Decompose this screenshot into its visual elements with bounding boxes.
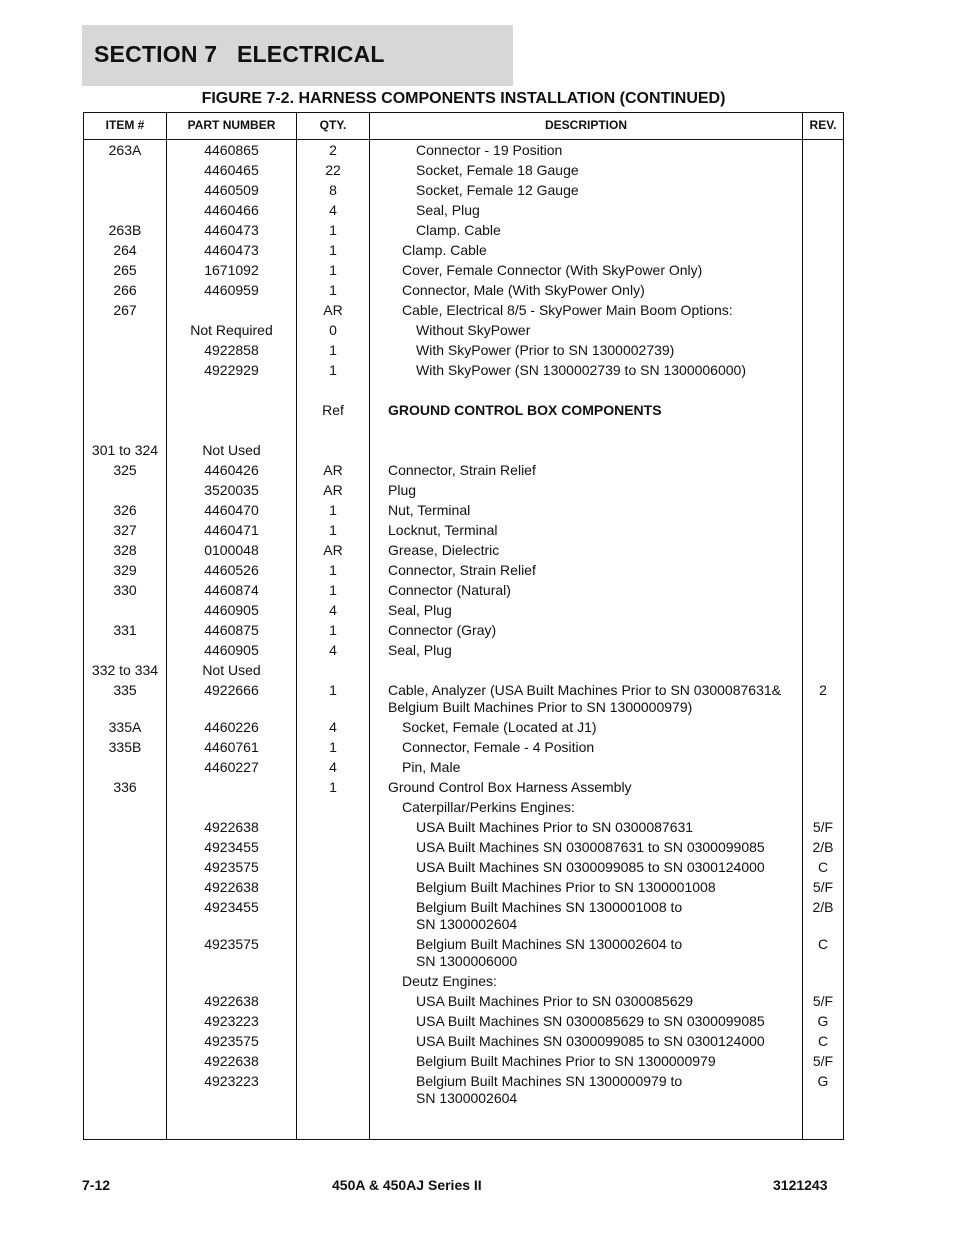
description-line: Connector, Male (With SkyPower Only) bbox=[402, 282, 645, 298]
table-row bbox=[84, 400, 843, 420]
part-number: 4922666 bbox=[204, 682, 259, 698]
table-row bbox=[84, 480, 843, 500]
quantity: AR bbox=[323, 302, 343, 318]
description bbox=[370, 642, 802, 659]
table-row bbox=[84, 180, 843, 200]
part-number: 4922638 bbox=[204, 1053, 259, 1069]
description-line: Seal, Plug bbox=[416, 202, 480, 218]
table-row bbox=[84, 817, 843, 837]
item-number: 335A bbox=[108, 719, 142, 735]
description-line: SN 1300002604 bbox=[416, 916, 518, 932]
description-line: Cable, Analyzer (USA Built Machines Prior to SN 0300087631& bbox=[388, 682, 781, 698]
table-row bbox=[84, 620, 843, 640]
quantity: 1 bbox=[329, 682, 337, 698]
table-row bbox=[84, 837, 843, 857]
description-line: USA Built Machines SN 0300099085 to SN 0300124000 bbox=[416, 859, 765, 875]
description-line: With SkyPower (Prior to SN 1300002739) bbox=[416, 342, 675, 358]
description bbox=[370, 1033, 802, 1050]
quantity: 1 bbox=[329, 562, 337, 578]
description bbox=[370, 262, 802, 279]
table-row bbox=[84, 560, 843, 580]
footer-doc-number: 3121243 bbox=[773, 1177, 828, 1193]
description bbox=[370, 779, 802, 796]
quantity: 1 bbox=[329, 622, 337, 638]
table-row bbox=[84, 280, 843, 300]
description bbox=[370, 1073, 802, 1107]
table-row bbox=[84, 1071, 843, 1108]
part-number: 4922638 bbox=[204, 879, 259, 895]
description-line: USA Built Machines Prior to SN 0300085629 bbox=[416, 993, 694, 1009]
description-line: Seal, Plug bbox=[388, 642, 452, 658]
part-number: 4923575 bbox=[204, 1033, 259, 1049]
table-row bbox=[84, 717, 843, 737]
description-line: Nut, Terminal bbox=[388, 502, 471, 518]
quantity: 1 bbox=[329, 362, 337, 378]
part-number: 4922929 bbox=[204, 362, 259, 378]
quantity: 8 bbox=[329, 182, 337, 198]
quantity: 1 bbox=[329, 739, 337, 755]
revision: 5/F bbox=[812, 1053, 834, 1069]
description-line: Socket, Female (Located at J1) bbox=[402, 719, 597, 735]
header-description: DESCRIPTION bbox=[544, 118, 627, 132]
table-header-row bbox=[84, 113, 843, 140]
item-number: 267 bbox=[113, 302, 137, 318]
part-number: 4460905 bbox=[204, 642, 259, 658]
item-number: 264 bbox=[113, 242, 137, 258]
part-number: 4923455 bbox=[204, 899, 259, 915]
item-number: 326 bbox=[113, 502, 137, 518]
item-number: 335 bbox=[113, 682, 137, 698]
description bbox=[370, 622, 802, 639]
quantity: 1 bbox=[329, 522, 337, 538]
table-row bbox=[84, 737, 843, 757]
description-line: Plug bbox=[388, 482, 417, 498]
description-line: USA Built Machines SN 0300085629 to SN 0300099085 bbox=[416, 1013, 765, 1029]
part-number: 4460865 bbox=[204, 142, 259, 158]
description-line: Cable, Electrical 8/5 - SkyPower Main Boom Options: bbox=[402, 302, 733, 318]
table-row bbox=[84, 680, 843, 717]
quantity: 1 bbox=[329, 262, 337, 278]
quantity: 1 bbox=[329, 222, 337, 238]
description-line: Socket, Female 18 Gauge bbox=[416, 162, 579, 178]
item-number: 263A bbox=[108, 142, 142, 158]
part-number: 4460473 bbox=[204, 222, 259, 238]
description bbox=[370, 739, 802, 756]
description bbox=[370, 522, 802, 539]
description bbox=[370, 362, 802, 379]
description-line: Connector (Natural) bbox=[388, 582, 511, 598]
revision: G bbox=[817, 1013, 829, 1029]
description bbox=[370, 562, 802, 579]
part-number: 1671092 bbox=[204, 262, 259, 278]
description bbox=[370, 799, 802, 816]
table-row bbox=[84, 520, 843, 540]
table-row bbox=[84, 757, 843, 777]
table-row bbox=[84, 540, 843, 560]
part-number: Not Used bbox=[202, 662, 261, 678]
description-line: With SkyPower (SN 1300002739 to SN 1300006000) bbox=[416, 362, 746, 378]
quantity: 22 bbox=[325, 162, 341, 178]
table-row bbox=[84, 240, 843, 260]
part-number: Not Required bbox=[190, 322, 273, 338]
description-line: USA Built Machines SN 0300099085 to SN 0300124000 bbox=[416, 1033, 765, 1049]
description bbox=[370, 242, 802, 259]
description-line: Ground Control Box Harness Assembly bbox=[388, 779, 632, 795]
part-number: 4460509 bbox=[204, 182, 259, 198]
item-number: 328 bbox=[113, 542, 137, 558]
footer-model: 450A & 450AJ Series II bbox=[332, 1177, 482, 1193]
description bbox=[370, 482, 802, 499]
description-line: Cover, Female Connector (With SkyPower Only) bbox=[402, 262, 703, 278]
table-row bbox=[84, 140, 843, 160]
description bbox=[370, 502, 802, 519]
part-number: 4922638 bbox=[204, 819, 259, 835]
description-line: Belgium Built Machines Prior to SN 1300000979 bbox=[416, 1053, 716, 1069]
item-number: 332 to 334 bbox=[91, 662, 159, 678]
revision: 2/B bbox=[812, 839, 834, 855]
table-row bbox=[84, 460, 843, 480]
part-number: 4922858 bbox=[204, 342, 259, 358]
revision: 5/F bbox=[812, 879, 834, 895]
description-line: Connector, Strain Relief bbox=[388, 462, 536, 478]
quantity: AR bbox=[323, 462, 343, 478]
description bbox=[370, 182, 802, 199]
description-line: Connector - 19 Position bbox=[416, 142, 563, 158]
item-number: 325 bbox=[113, 462, 137, 478]
item-number: 329 bbox=[113, 562, 137, 578]
item-number: 301 to 324 bbox=[91, 442, 159, 458]
description bbox=[370, 879, 802, 896]
revision: 5/F bbox=[812, 819, 834, 835]
revision: 2 bbox=[819, 682, 827, 698]
table-row bbox=[84, 971, 843, 991]
table-row bbox=[84, 777, 843, 797]
table-row bbox=[84, 897, 843, 934]
quantity: 1 bbox=[329, 282, 337, 298]
description bbox=[370, 202, 802, 219]
part-number: 4460227 bbox=[204, 759, 259, 775]
description bbox=[370, 1013, 802, 1030]
description-line: SN 1300006000 bbox=[416, 953, 518, 969]
parts-table bbox=[83, 112, 844, 1140]
item-number: 335B bbox=[108, 739, 142, 755]
description bbox=[370, 682, 802, 716]
quantity: 0 bbox=[329, 322, 337, 338]
part-number: 4460471 bbox=[204, 522, 259, 538]
description bbox=[370, 162, 802, 179]
table-row bbox=[84, 440, 843, 460]
table-row bbox=[84, 160, 843, 180]
description bbox=[370, 899, 802, 933]
part-number: 0100048 bbox=[204, 542, 259, 558]
description-line: Connector (Gray) bbox=[388, 622, 497, 638]
part-number: 4460473 bbox=[204, 242, 259, 258]
table-row bbox=[84, 220, 843, 240]
revision: C bbox=[817, 859, 829, 875]
part-number: 4460226 bbox=[204, 719, 259, 735]
quantity: 1 bbox=[329, 502, 337, 518]
quantity: 4 bbox=[329, 202, 337, 218]
part-number: 4923575 bbox=[204, 936, 259, 952]
quantity: 1 bbox=[329, 779, 337, 795]
table-row bbox=[84, 420, 843, 440]
footer-page-number: 7-12 bbox=[82, 1177, 111, 1193]
header-item: ITEM # bbox=[105, 118, 145, 132]
description-line: Grease, Dielectric bbox=[388, 542, 500, 558]
description-line: USA Built Machines SN 0300087631 to SN 0300099085 bbox=[416, 839, 765, 855]
table-row bbox=[84, 1011, 843, 1031]
figure-title: FIGURE 7-2. HARNESS COMPONENTS INSTALLATION (CONTINUED) bbox=[201, 90, 726, 107]
description-line: Deutz Engines: bbox=[402, 973, 497, 989]
table-row bbox=[84, 380, 843, 400]
table-body bbox=[84, 140, 843, 1108]
part-number: 3520035 bbox=[204, 482, 259, 498]
description-line: Belgium Built Machines SN 1300000979 to bbox=[416, 1073, 683, 1089]
description-line: Clamp. Cable bbox=[402, 242, 487, 258]
description bbox=[370, 1053, 802, 1070]
part-number: 4460466 bbox=[204, 202, 259, 218]
table-row bbox=[84, 200, 843, 220]
part-number: 4460875 bbox=[204, 622, 259, 638]
table-row bbox=[84, 934, 843, 971]
section-title: SECTION 7 ELECTRICAL bbox=[94, 41, 385, 67]
part-number: 4460905 bbox=[204, 602, 259, 618]
description-line: Belgium Built Machines Prior to SN 1300000979) bbox=[388, 699, 693, 715]
description-line: USA Built Machines Prior to SN 0300087631 bbox=[416, 819, 694, 835]
item-number: 336 bbox=[113, 779, 137, 795]
item-number: 266 bbox=[113, 282, 137, 298]
header-part-number: PART NUMBER bbox=[187, 118, 276, 132]
quantity: 1 bbox=[329, 242, 337, 258]
description-line: Belgium Built Machines SN 1300001008 to bbox=[416, 899, 683, 915]
description bbox=[370, 602, 802, 619]
description-line: GROUND CONTROL BOX COMPONENTS bbox=[388, 402, 662, 418]
revision: G bbox=[817, 1073, 829, 1089]
description-line: Belgium Built Machines Prior to SN 1300001008 bbox=[416, 879, 716, 895]
description-line: Belgium Built Machines SN 1300002604 to bbox=[416, 936, 683, 952]
part-number: 4460465 bbox=[204, 162, 259, 178]
table-row bbox=[84, 600, 843, 620]
item-number: 331 bbox=[113, 622, 137, 638]
description bbox=[370, 936, 802, 970]
item-number: 263B bbox=[108, 222, 142, 238]
quantity: 1 bbox=[329, 342, 337, 358]
item-number: 327 bbox=[113, 522, 137, 538]
part-number: 4923223 bbox=[204, 1073, 259, 1089]
description-line: Seal, Plug bbox=[388, 602, 452, 618]
table-row bbox=[84, 877, 843, 897]
item-number: 265 bbox=[113, 262, 137, 278]
table-row bbox=[84, 260, 843, 280]
table-row bbox=[84, 640, 843, 660]
part-number: 4923575 bbox=[204, 859, 259, 875]
table-row bbox=[84, 797, 843, 817]
description bbox=[370, 993, 802, 1010]
description bbox=[370, 142, 802, 159]
revision: 2/B bbox=[812, 899, 834, 915]
description bbox=[370, 719, 802, 736]
revision: 5/F bbox=[812, 993, 834, 1009]
part-number: 4460526 bbox=[204, 562, 259, 578]
table-row bbox=[84, 1031, 843, 1051]
description-line: Without SkyPower bbox=[416, 322, 531, 338]
table-row bbox=[84, 660, 843, 680]
quantity: AR bbox=[323, 542, 343, 558]
quantity: Ref bbox=[322, 402, 344, 418]
description bbox=[370, 819, 802, 836]
table-row bbox=[84, 320, 843, 340]
description-line: SN 1300002604 bbox=[416, 1090, 518, 1106]
part-number: 4460426 bbox=[204, 462, 259, 478]
header-qty: QTY. bbox=[319, 118, 347, 132]
item-number: 330 bbox=[113, 582, 137, 598]
description-line: Socket, Female 12 Gauge bbox=[416, 182, 579, 198]
quantity: 4 bbox=[329, 719, 337, 735]
description-line: Locknut, Terminal bbox=[388, 522, 498, 538]
table-row bbox=[84, 991, 843, 1011]
part-number: 4460761 bbox=[204, 739, 259, 755]
revision: C bbox=[817, 1033, 829, 1049]
description bbox=[370, 322, 802, 339]
description bbox=[370, 342, 802, 359]
table-row bbox=[84, 360, 843, 380]
description bbox=[370, 302, 802, 319]
description bbox=[370, 759, 802, 776]
quantity: 1 bbox=[329, 582, 337, 598]
description-line: Connector, Female - 4 Position bbox=[402, 739, 595, 755]
revision: C bbox=[817, 936, 829, 952]
table-row bbox=[84, 857, 843, 877]
table-row bbox=[84, 300, 843, 320]
description bbox=[370, 859, 802, 876]
header-rev: REV. bbox=[809, 118, 837, 132]
part-number: 4922638 bbox=[204, 993, 259, 1009]
quantity: AR bbox=[323, 482, 343, 498]
part-number: 4460959 bbox=[204, 282, 259, 298]
description bbox=[370, 462, 802, 479]
description bbox=[370, 839, 802, 856]
description-line: Connector, Strain Relief bbox=[388, 562, 536, 578]
description bbox=[370, 973, 802, 990]
part-number: 4923223 bbox=[204, 1013, 259, 1029]
table-row bbox=[84, 1051, 843, 1071]
quantity: 2 bbox=[329, 142, 337, 158]
quantity: 4 bbox=[329, 759, 337, 775]
part-number: 4460470 bbox=[204, 502, 259, 518]
quantity: 4 bbox=[329, 602, 337, 618]
description bbox=[370, 282, 802, 299]
part-number: 4923455 bbox=[204, 839, 259, 855]
description-line: Caterpillar/Perkins Engines: bbox=[402, 799, 575, 815]
table-row bbox=[84, 580, 843, 600]
description bbox=[370, 402, 802, 419]
description bbox=[370, 582, 802, 599]
table-row bbox=[84, 500, 843, 520]
description-line: Pin, Male bbox=[402, 759, 461, 775]
part-number: 4460874 bbox=[204, 582, 259, 598]
description bbox=[370, 542, 802, 559]
description bbox=[370, 222, 802, 239]
description-line: Clamp. Cable bbox=[416, 222, 501, 238]
quantity: 4 bbox=[329, 642, 337, 658]
part-number: Not Used bbox=[202, 442, 261, 458]
table-row bbox=[84, 340, 843, 360]
